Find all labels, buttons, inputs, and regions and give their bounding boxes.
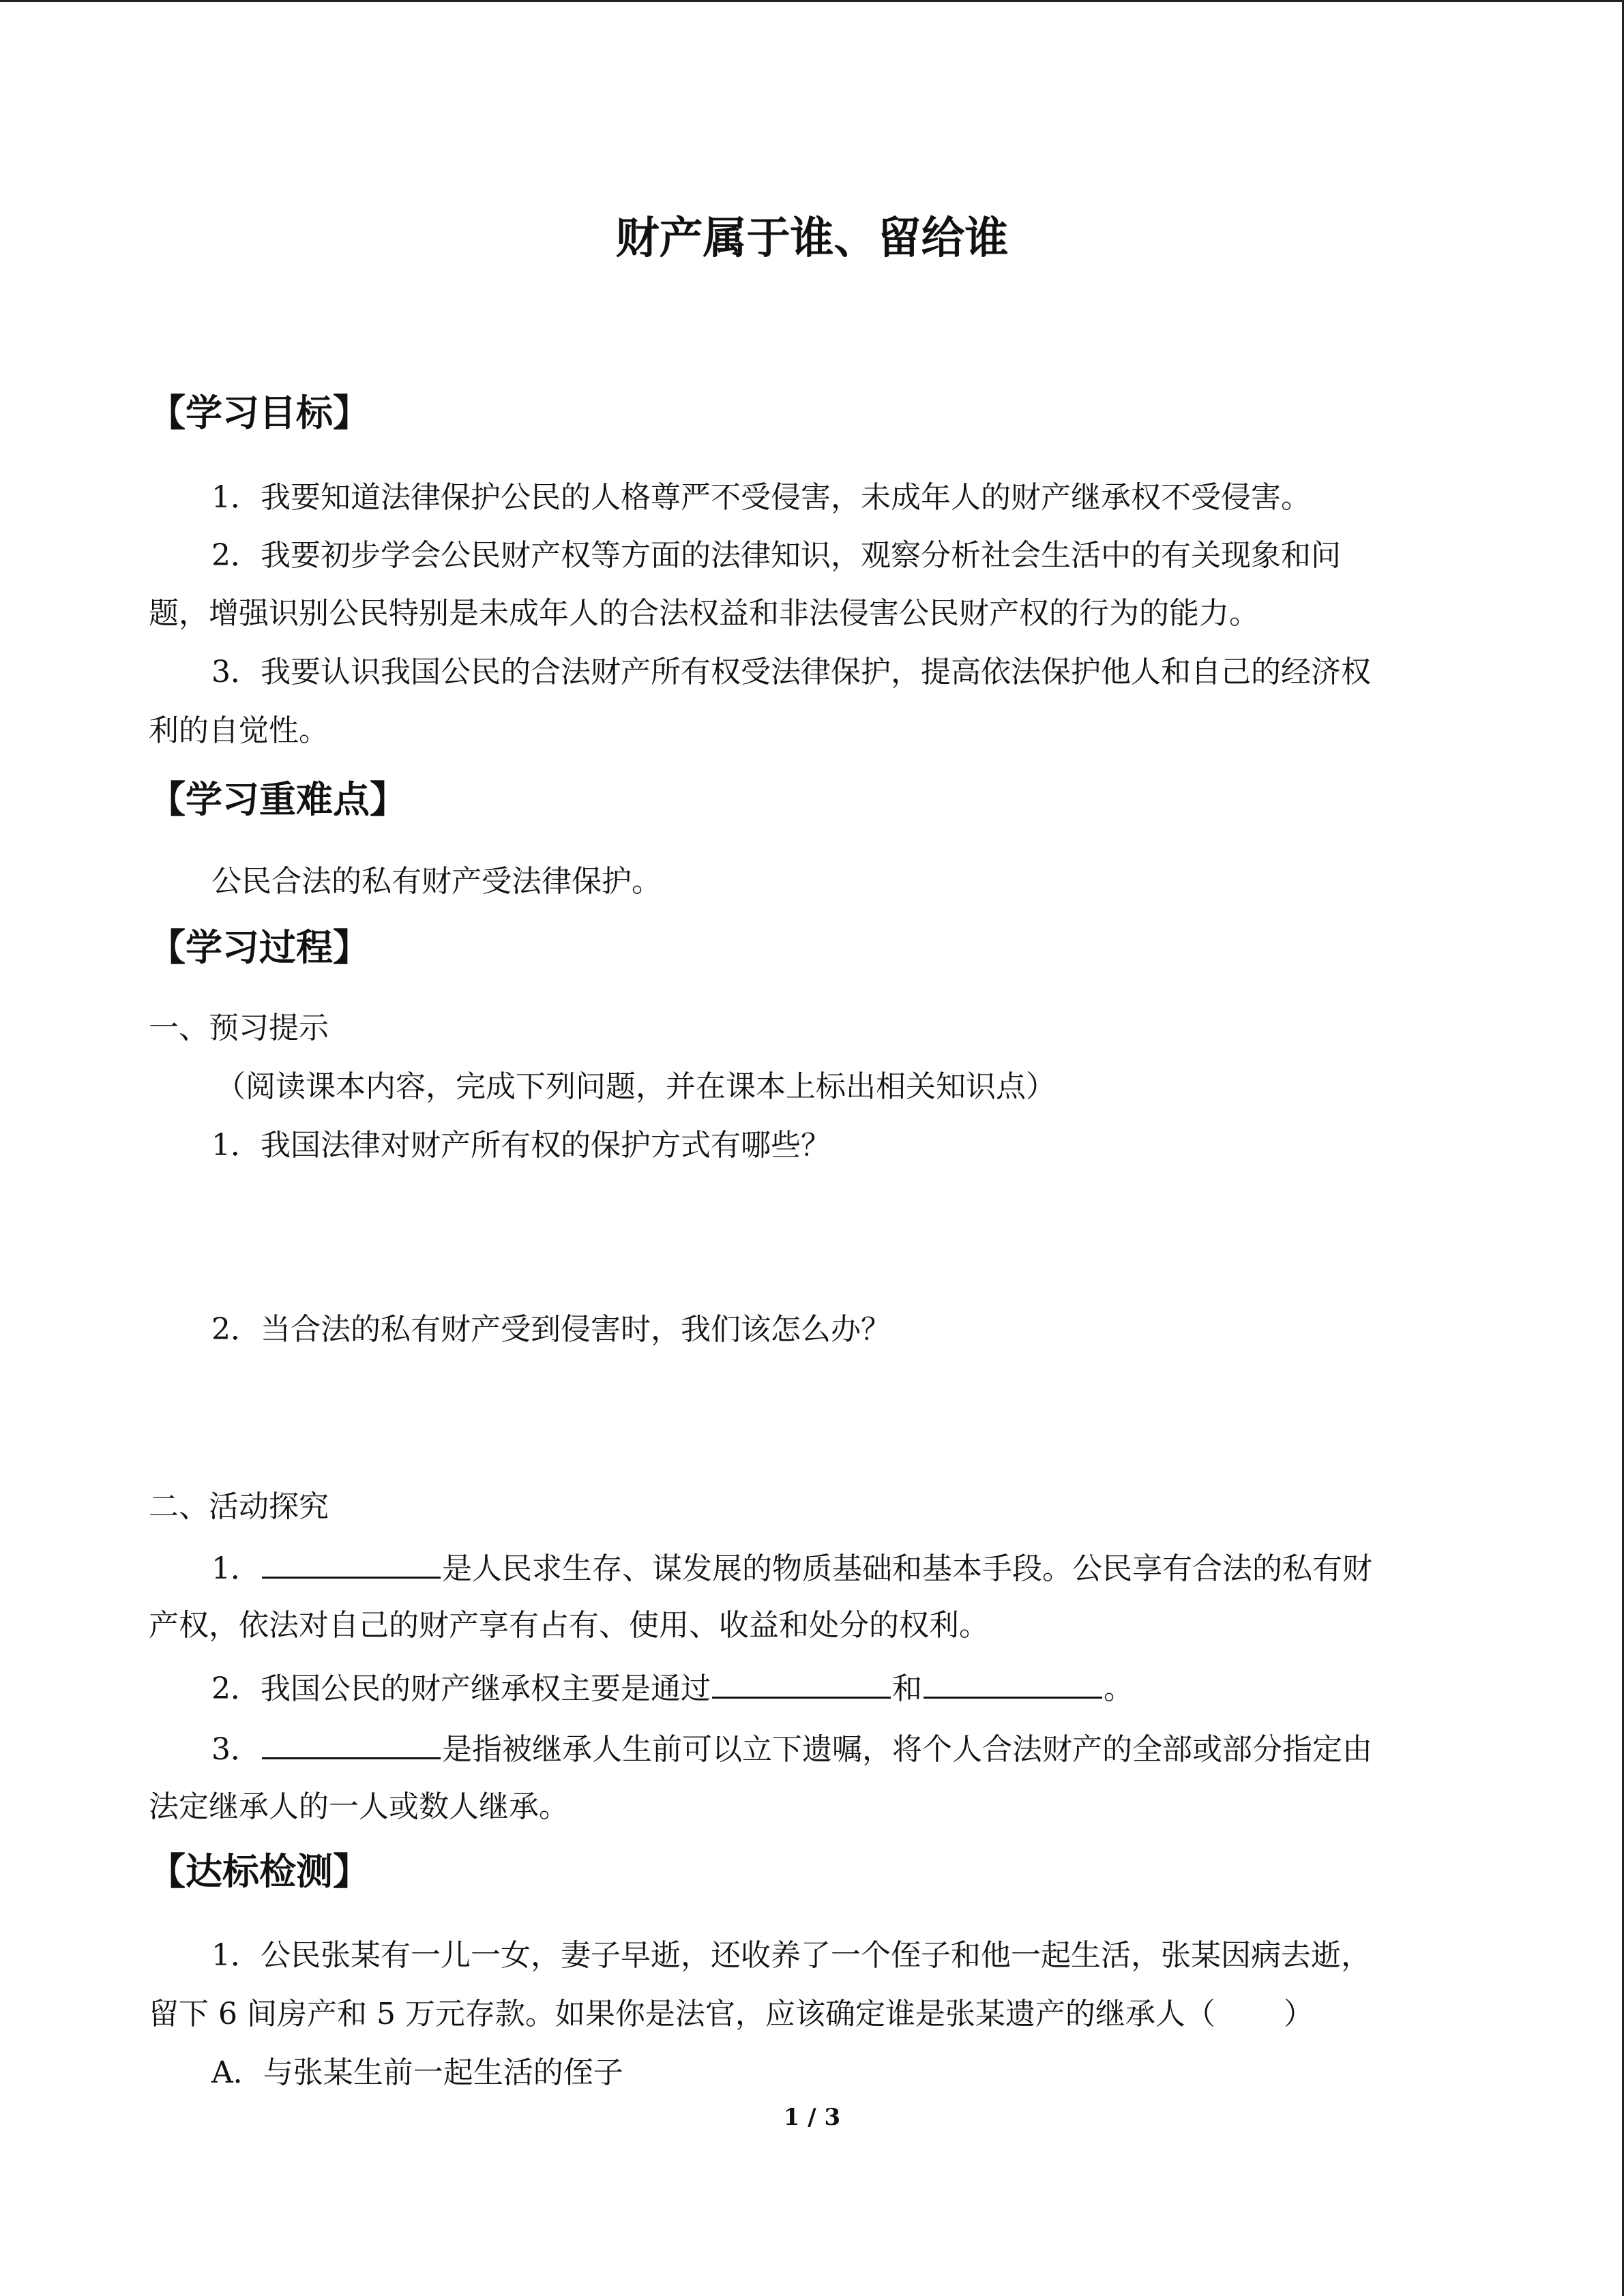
preview-question-1: 1．我国法律对财产所有权的保护方式有哪些？ [211, 1128, 831, 1163]
activity-item-1-line-2: 产权，依法对自己的财产享有占有、使用、收益和处分的权利。 [149, 1608, 989, 1643]
activity-item-2 [211, 1667, 1134, 1710]
test-question-1-close-paren: ） [1283, 1997, 1314, 2031]
goal-1: 1．我要知道法律保护公民的人格尊严不受侵害，未成年人的财产继承权不受侵害。 [211, 480, 1311, 515]
activity-item-1-text: 是人民求生存、谋发展的物质基础和基本手段。公民享有合法的私有财 [442, 1551, 1372, 1586]
preview-question-2: 2．当合法的私有财产受到侵害时，我们该怎么办？ [211, 1312, 891, 1347]
test-question-1-line-1: 1．公民张某有一儿一女，妻子早逝，还收养了一个侄子和他一起生活，张某因病去逝， [211, 1938, 1371, 1973]
test-heading: 【达标检测】 [149, 1850, 370, 1893]
test-option-a: A．与张某生前一起生活的侄子 [211, 2055, 623, 2090]
activity-item-2-and: 和 [892, 1671, 922, 1706]
activity-item-3 [211, 1727, 1372, 1770]
key-points-text: 公民合法的私有财产受法律保护。 [211, 864, 662, 899]
page-number: 1 / 3 [783, 2104, 841, 2131]
activity-item-1-number: 1． [211, 1551, 261, 1586]
activity-item-3-number: 3． [211, 1732, 261, 1767]
preview-note: （阅读课本内容，完成下列问题，并在课本上标出相关知识点） [216, 1069, 1056, 1104]
goal-3-line-2: 利的自觉性。 [149, 713, 329, 748]
activity-item-1 [211, 1547, 1372, 1590]
goal-2-line-2: 题，增强识别公民特别是未成年人的合法权益和非法侵害公民财产权的行为的能力。 [149, 596, 1259, 631]
goal-2-line-1: 2．我要初步学会公民财产权等方面的法律知识，观察分析社会生活中的有关现象和问 [211, 538, 1341, 573]
activity-title: 二、活动探究 [149, 1489, 329, 1524]
fill-blank-4[interactable] [262, 1727, 441, 1759]
key-points-heading: 【学习重难点】 [149, 778, 407, 821]
activity-item-2-end: 。 [1104, 1671, 1134, 1706]
preview-title: 一、预习提示 [149, 1011, 329, 1045]
fill-blank-1[interactable] [262, 1547, 441, 1579]
activity-item-2-text: 2．我国公民的财产继承权主要是通过 [211, 1671, 711, 1706]
activity-item-3-text: 是指被继承人生前可以立下遗嘱，将个人合法财产的全部或部分指定由 [442, 1732, 1372, 1767]
test-question-1-line-2 [149, 1994, 1314, 2035]
goals-heading: 【学习目标】 [149, 391, 370, 434]
page-border-top [0, 0, 1624, 2]
fill-blank-3[interactable] [924, 1667, 1102, 1699]
process-heading: 【学习过程】 [149, 926, 370, 969]
goal-3-line-1: 3．我要认识我国公民的合法财产所有权受法律保护，提高依法保护他人和自己的经济权 [211, 655, 1371, 689]
fill-blank-2[interactable] [712, 1667, 891, 1699]
test-question-1-text: 留下 6 间房产和 5 万元存款。如果你是法官，应该确定谁是张某遗产的继承人（ [149, 1997, 1215, 2031]
document-title: 财产属于谁、留给谁 [615, 213, 1009, 264]
activity-item-3-line-2: 法定继承人的一人或数人继承。 [149, 1789, 569, 1824]
